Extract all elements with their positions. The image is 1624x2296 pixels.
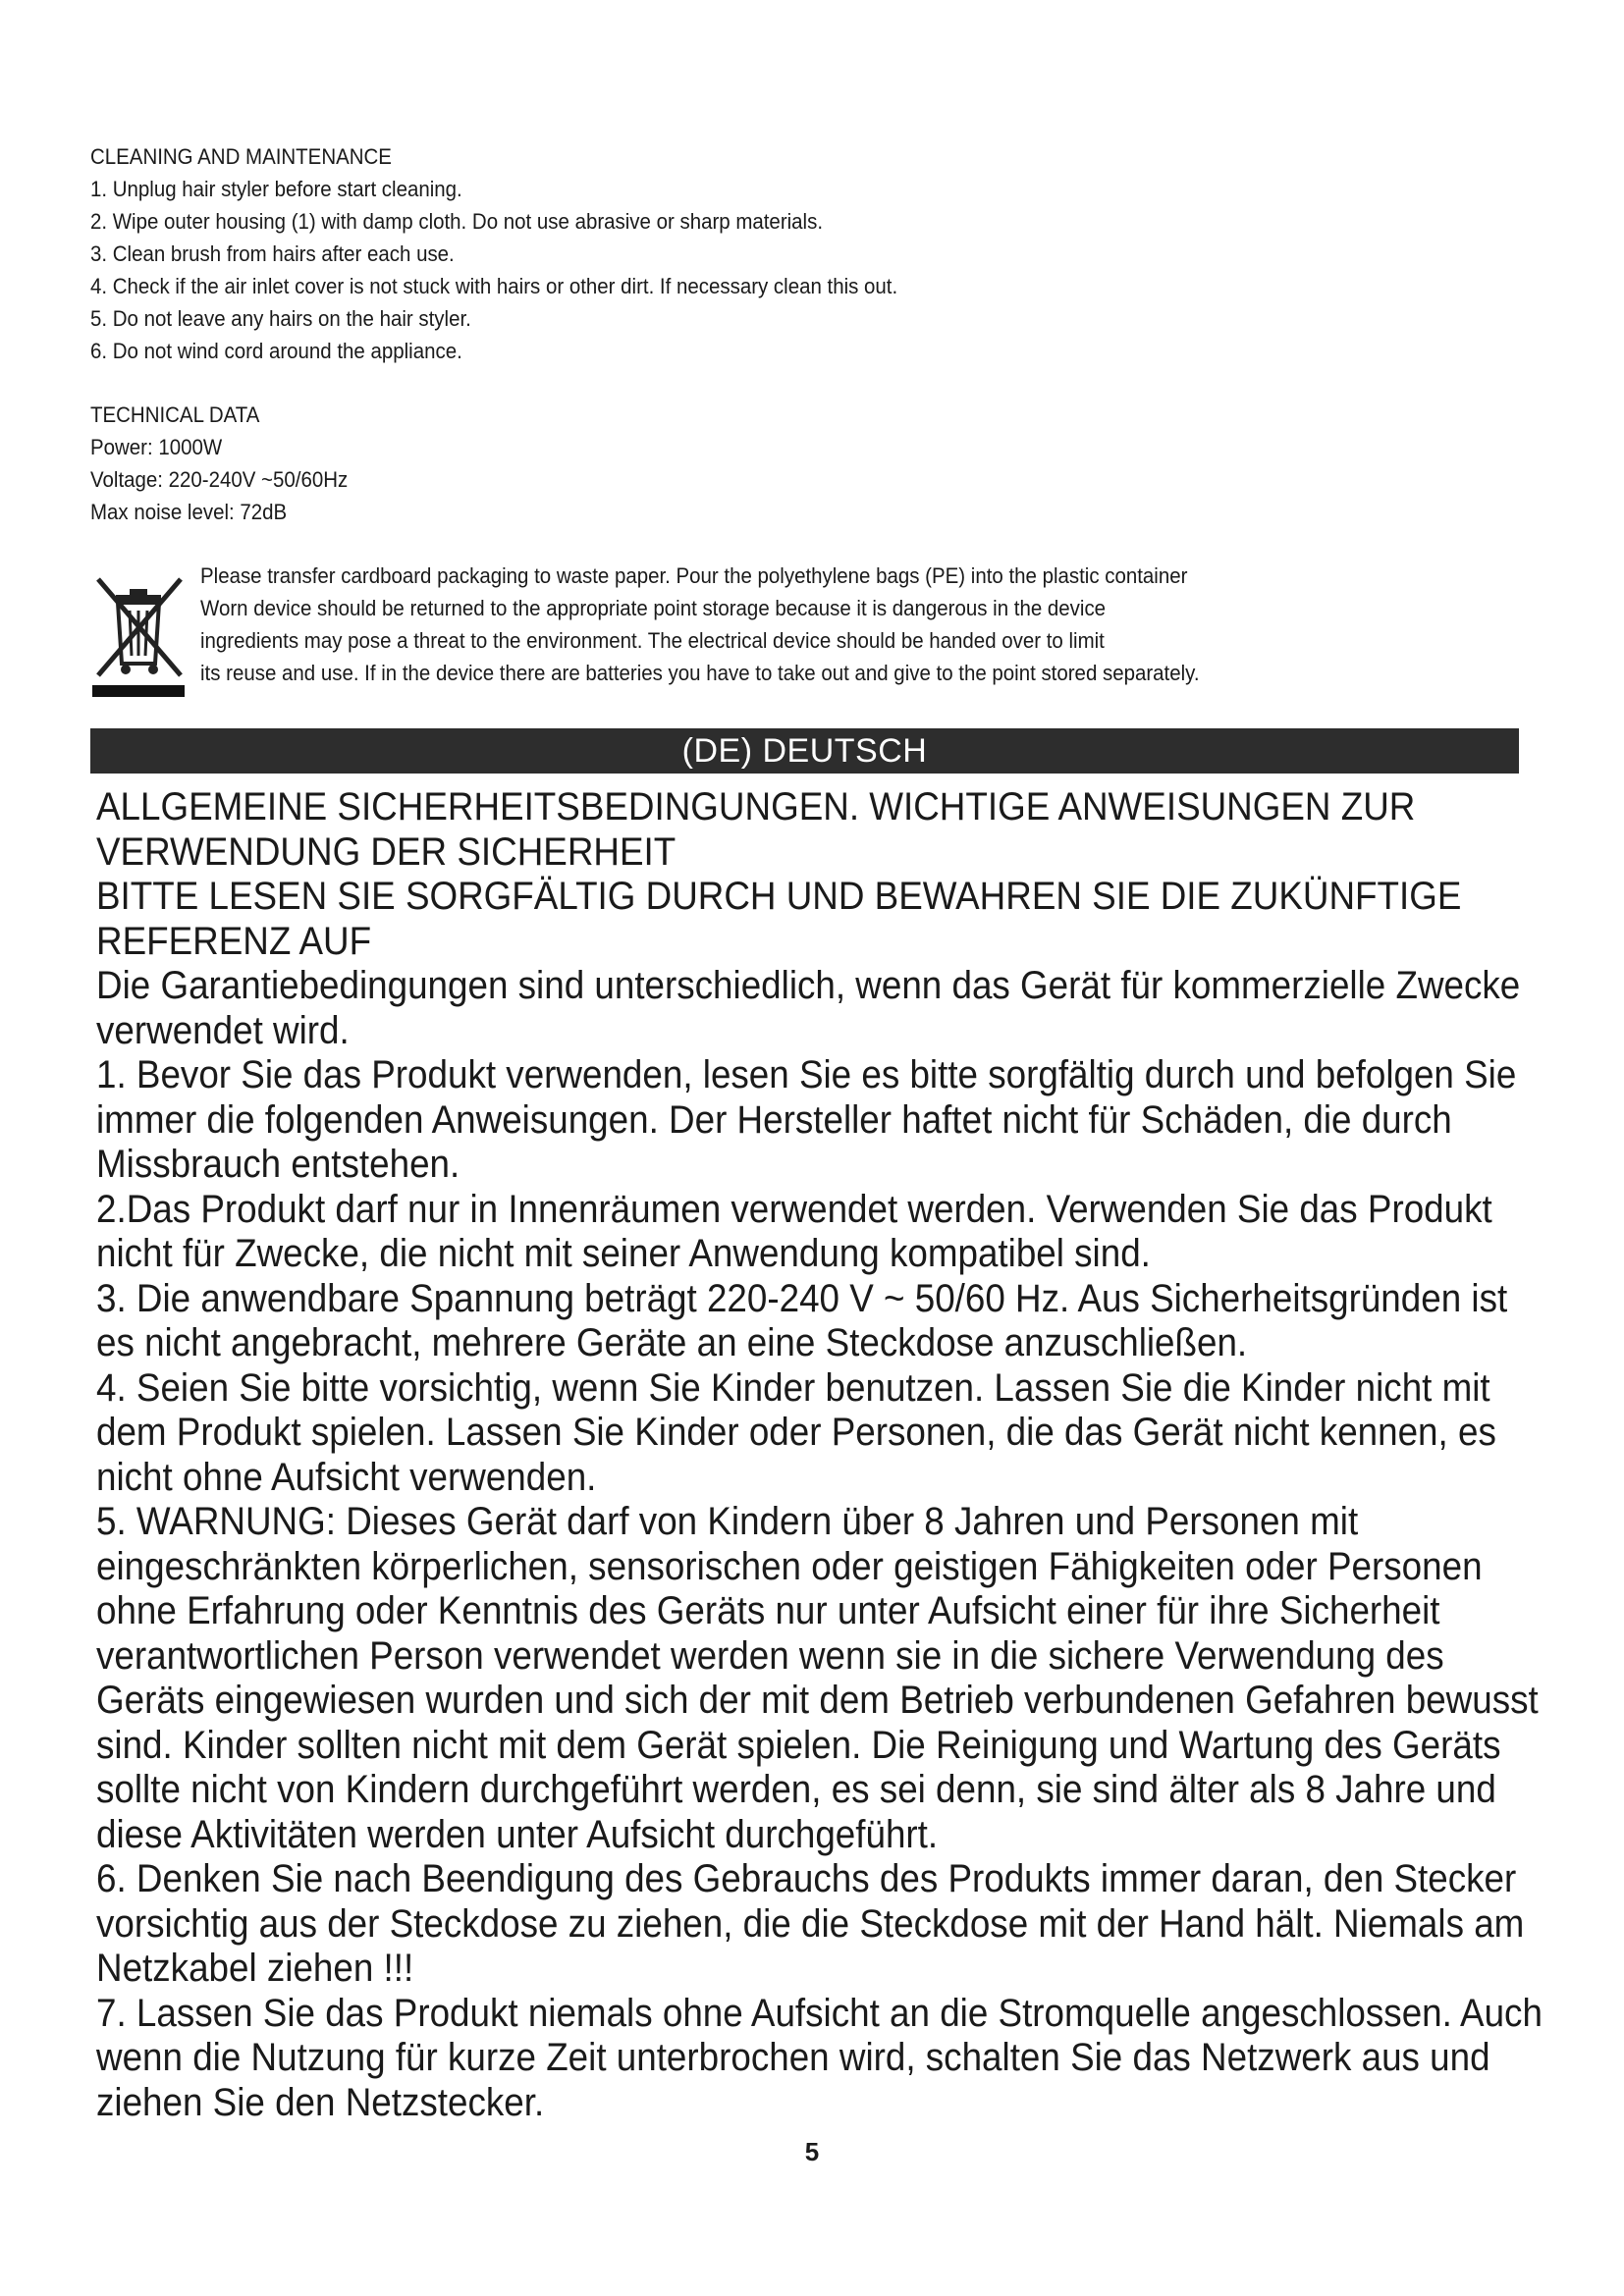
german-line: nicht für Zwecke, die nicht mit seiner Anwendung kompatibel sind. <box>96 1232 1151 1275</box>
german-line: es nicht angebracht, mehrere Geräte an eine Steckdose anzuschließen. <box>96 1321 1248 1364</box>
german-line: vorsichtig aus der Steckdose zu ziehen, die die Steckdose mit der Hand hält. Niemals am <box>96 1901 1525 1946</box>
german-line: 6. Denken Sie nach Beendigung des Gebrauchs des Produkts immer daran, den Stecker <box>96 1857 1517 1900</box>
german-line: wenn die Nutzung für kurze Zeit unterbrochen wird, schalten Sie das Netzwerk aus und <box>96 2036 1490 2079</box>
cleaning-heading: CLEANING AND MAINTENANCE <box>90 144 392 169</box>
german-line: nicht ohne Aufsicht verwenden. <box>96 1455 597 1499</box>
german-line: sollte nicht von Kindern durchgeführt werden, es sei denn, sie sind älter als 8 Jahre und <box>96 1768 1496 1811</box>
german-line: dem Produkt spielen. Lassen Sie Kinder oder Personen, die das Gerät nicht kennen, es <box>96 1411 1496 1454</box>
german-line: Geräts eingewiesen wurden und sich der mit dem Betrieb verbundenen Gefahren bewusst <box>96 1679 1539 1722</box>
german-line: eingeschränkten körperlichen, sensorischen oder geistigen Fähigkeiten oder Personen <box>96 1544 1483 1588</box>
german-line: ziehen Sie den Netzstecker. <box>96 2080 545 2124</box>
recycling-notice <box>90 560 1534 707</box>
german-line: VERWENDUNG DER SICHERHEIT <box>96 829 677 874</box>
recycling-line: its reuse and use. If in the device there are batteries you have to take out and give to the point stored separately. <box>200 661 1200 685</box>
page-number: 5 <box>804 2137 820 2166</box>
german-line: ALLGEMEINE SICHERHEITSBEDINGUNGEN. WICHTIGE ANWEISUNGEN ZUR <box>96 785 1416 828</box>
german-line: verwendet wird. <box>96 1008 350 1052</box>
german-line: Die Garantiebedingungen sind unterschiedlich, wenn das Gerät für kommerzielle Zwecke <box>96 964 1521 1007</box>
cleaning-item: 2. Wipe outer housing (1) with damp cloth. Do not use abrasive or sharp materials. <box>90 209 824 234</box>
german-line: 1. Bevor Sie das Produkt verwenden, lesen Sie es bitte sorgfältig durch und befolgen Sie <box>96 1053 1517 1096</box>
german-line: diese Aktivitäten werden unter Aufsicht durchgeführt. <box>96 1812 939 1856</box>
german-line: REFERENZ AUF <box>96 919 372 963</box>
weee-crossed-bin-icon <box>90 565 187 701</box>
german-line: Netzkabel ziehen !!! <box>96 1947 414 1990</box>
german-line: verantwortlichen Person verwendet werden wenn sie in die sichere Verwendung des <box>96 1633 1444 1678</box>
spacer <box>90 367 1524 399</box>
german-line: BITTE LESEN SIE SORGFÄLTIG DURCH UND BEWAHREN SIE DIE ZUKÜNFTIGE <box>96 875 1462 918</box>
german-line: ohne Erfahrung oder Kenntnis des Geräts nur unter Aufsicht einer für ihre Sicherheit <box>96 1589 1440 1632</box>
english-section <box>90 140 1524 528</box>
german-line: 4. Seien Sie bitte vorsichtig, wenn Sie Kinder benutzen. Lassen Sie die Kinder nicht mit <box>96 1365 1490 1410</box>
language-section-title: (DE) DEUTSCH <box>681 731 928 770</box>
german-line: 5. WARNUNG: Dieses Gerät darf von Kindern über 8 Jahren und Personen mit <box>96 1500 1359 1543</box>
german-line: 7. Lassen Sie das Produkt niemals ohne Aufsicht an die Stromquelle angeschlossen. Auch <box>96 1991 1543 2035</box>
recycling-line: Please transfer cardboard packaging to waste paper. Pour the polyethylene bags (PE) into the plastic container <box>200 563 1188 588</box>
technical-item: Voltage: 220-240V ~50/60Hz <box>90 467 349 492</box>
cleaning-item: 6. Do not wind cord around the appliance. <box>90 339 462 363</box>
german-section <box>96 785 1543 2125</box>
german-line: Missbrauch entstehen. <box>96 1143 460 1186</box>
technical-item: Power: 1000W <box>90 435 223 459</box>
language-section-bar <box>90 728 1519 774</box>
cleaning-item: 1. Unplug hair styler before start cleaning. <box>90 177 462 201</box>
cleaning-item: 5. Do not leave any hairs on the hair styler. <box>90 306 471 331</box>
recycling-line: Worn device should be returned to the appropriate point storage because it is dangerous in the device <box>200 596 1107 620</box>
technical-item: Max noise level: 72dB <box>90 500 288 524</box>
german-line: immer die folgenden Anweisungen. Der Hersteller haftet nicht für Schäden, die durch <box>96 1097 1452 1142</box>
german-line: 3. Die anwendbare Spannung beträgt 220-240 V ~ 50/60 Hz. Aus Sicherheitsgründen ist <box>96 1276 1508 1320</box>
recycling-text <box>200 560 1526 689</box>
recycling-line: ingredients may pose a threat to the environment. The electrical device should be handed over to limit <box>200 628 1105 653</box>
german-line: 2.Das Produkt darf nur in Innenräumen verwendet werden. Verwenden Sie das Produkt <box>96 1187 1492 1231</box>
technical-heading: TECHNICAL DATA <box>90 402 260 427</box>
cleaning-item: 3. Clean brush from hairs after each use. <box>90 241 455 266</box>
german-line: sind. Kinder sollten nicht mit dem Gerät spielen. Die Reinigung und Wartung des Geräts <box>96 1723 1501 1767</box>
cleaning-item: 4. Check if the air inlet cover is not stuck with hairs or other dirt. If necessary clean this out. <box>90 274 898 298</box>
